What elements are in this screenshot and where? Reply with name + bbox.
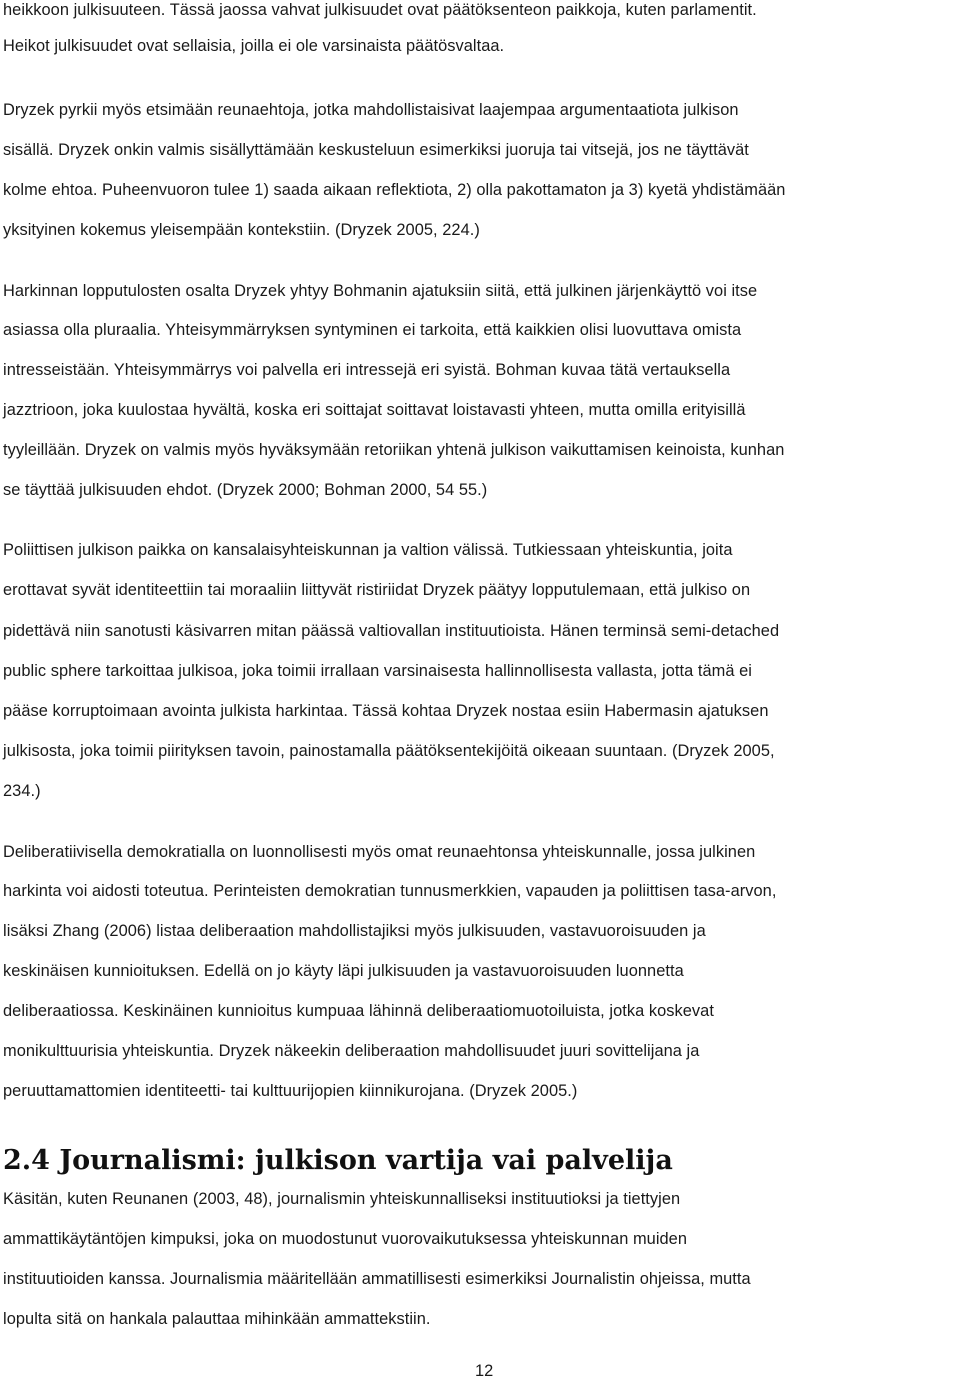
text-line: Käsitän, kuten Reunanen (2003, 48), journalismin yhteiskunnalliseksi instituutioksi ja tiettyjen [3, 1190, 681, 1208]
text-line: lopulta sitä on hankala palauttaa mihinkään ammattekstiin. [3, 1310, 431, 1328]
text-line: ammattikäytäntöjen kimpuksi, joka on muodostunut vuorovaikutuksessa yhteiskunnan muiden [3, 1230, 688, 1248]
text-line: intresseistään. Yhteisymmärrys voi palvella eri intressejä eri syistä. Bohman kuvaa tätä vertauksella [3, 361, 731, 379]
text-line: julkisosta, joka toimii piirityksen tavoin, painostamalla päätöksentekijöitä oikeaan suuntaan. (Dryzek 2005, [3, 742, 775, 760]
text-line: peruuttamattomien identiteetti- tai kulttuurijopien kiinnikurojana. (Dryzek 2005.) [3, 1082, 578, 1100]
text-line: Deliberatiivisella demokratialla on luonnollisesti myös omat reunaehtonsa yhteiskunnalle, jossa julkinen [3, 843, 756, 861]
text-line: erottavat syvät identiteettiin tai moraaliin liittyvät ristiriidat Dryzek päätyy lopputulemaan, että julkiso on [3, 581, 751, 599]
section-heading: 2.4 Journalismi: julkison vartija vai palvelija [3, 1145, 673, 1176]
text-line: sisällä. Dryzek onkin valmis sisällyttämään keskusteluun esimerkiksi juoruja tai vitsejä, jos ne täyttävät [3, 141, 749, 159]
text-line: asiassa olla pluraalia. Yhteisymmärryksen syntyminen ei tarkoita, että kaikkien olisi luovuttava omista [3, 321, 742, 339]
text-line: keskinäisen kunnioituksen. Edellä on jo käyty läpi julkisuuden ja vastavuoroisuuden luonnetta [3, 962, 684, 980]
text-line: pidettävä niin sanotusti käsivarren mitan päässä valtiovallan instituutioista. Hänen terminsä semi-detached [3, 622, 780, 640]
text-line: Heikot julkisuudet ovat sellaisia, joilla ei ole varsinaista päätösvaltaa. [3, 37, 505, 55]
text-line: deliberaatiossa. Keskinäinen kunnioitus kumpuaa lähinnä deliberaatiomuotoiluista, jotka koskevat [3, 1002, 714, 1020]
text-line: Dryzek pyrkii myös etsimään reunaehtoja, jotka mahdollistaisivat laajempaa argumentaatiota julkison [3, 101, 739, 119]
text-line: Poliittisen julkison paikka on kansalaisyhteiskunnan ja valtion välissä. Tutkiessaan yhteiskuntia, joita [3, 541, 733, 559]
text-line: 234.) [3, 782, 41, 800]
text-line: jazztrioon, joka kuulostaa hyvältä, koska eri soittajat soittavat loistavasti yhteen, mutta omilla erityisillä [3, 401, 746, 419]
text-line: public sphere tarkoittaa julkisoa, joka toimii irrallaan varsinaisesta hallinnollisesta vallasta, jotta tämä ei [3, 662, 752, 680]
text-line: se täyttää julkisuuden ehdot. (Dryzek 2000; Bohman 2000, 54 55.) [3, 481, 488, 499]
text-line: kolme ehtoa. Puheenvuoron tulee 1) saada aikaan reflektiota, 2) olla pakottamaton ja 3) kyetä yhdistämään [3, 181, 786, 199]
text-line: Harkinnan lopputulosten osalta Dryzek yhtyy Bohmanin ajatuksiin siitä, että julkinen järjenkäyttö voi itse [3, 282, 758, 300]
page-number: 12 [475, 1362, 494, 1380]
text-line: yksityinen kokemus yleisempään kontekstiin. (Dryzek 2005, 224.) [3, 221, 480, 239]
text-line: pääse korruptoimaan avointa julkista harkintaa. Tässä kohtaa Dryzek nostaa esiin Habermasin ajatuksen [3, 702, 769, 720]
text-line: lisäksi Zhang (2006) listaa deliberaation mahdollistajiksi myös julkisuuden, vastavuoroisuuden ja [3, 922, 706, 940]
text-line: harkinta voi aidosti toteutua. Perinteisten demokratian tunnusmerkkien, vapauden ja poliittisen tasa-arvon, [3, 882, 777, 900]
text-line: instituutioiden kanssa. Journalismia määritellään ammatillisesti esimerkiksi Journalistin ohjeissa, mutta [3, 1270, 751, 1288]
text-line: monikulttuurisia yhteiskuntia. Dryzek näkeekin deliberaation mahdollisuudet juuri sovittelijana ja [3, 1042, 700, 1060]
text-line: heikkoon julkisuuteen. Tässä jaossa vahvat julkisuudet ovat päätöksenteon paikkoja, kuten parlamentit. [3, 1, 757, 19]
text-line: tyyleillään. Dryzek on valmis myös hyväksymään retoriikan yhtenä julkison vaikuttamisen keinoista, kunhan [3, 441, 785, 459]
